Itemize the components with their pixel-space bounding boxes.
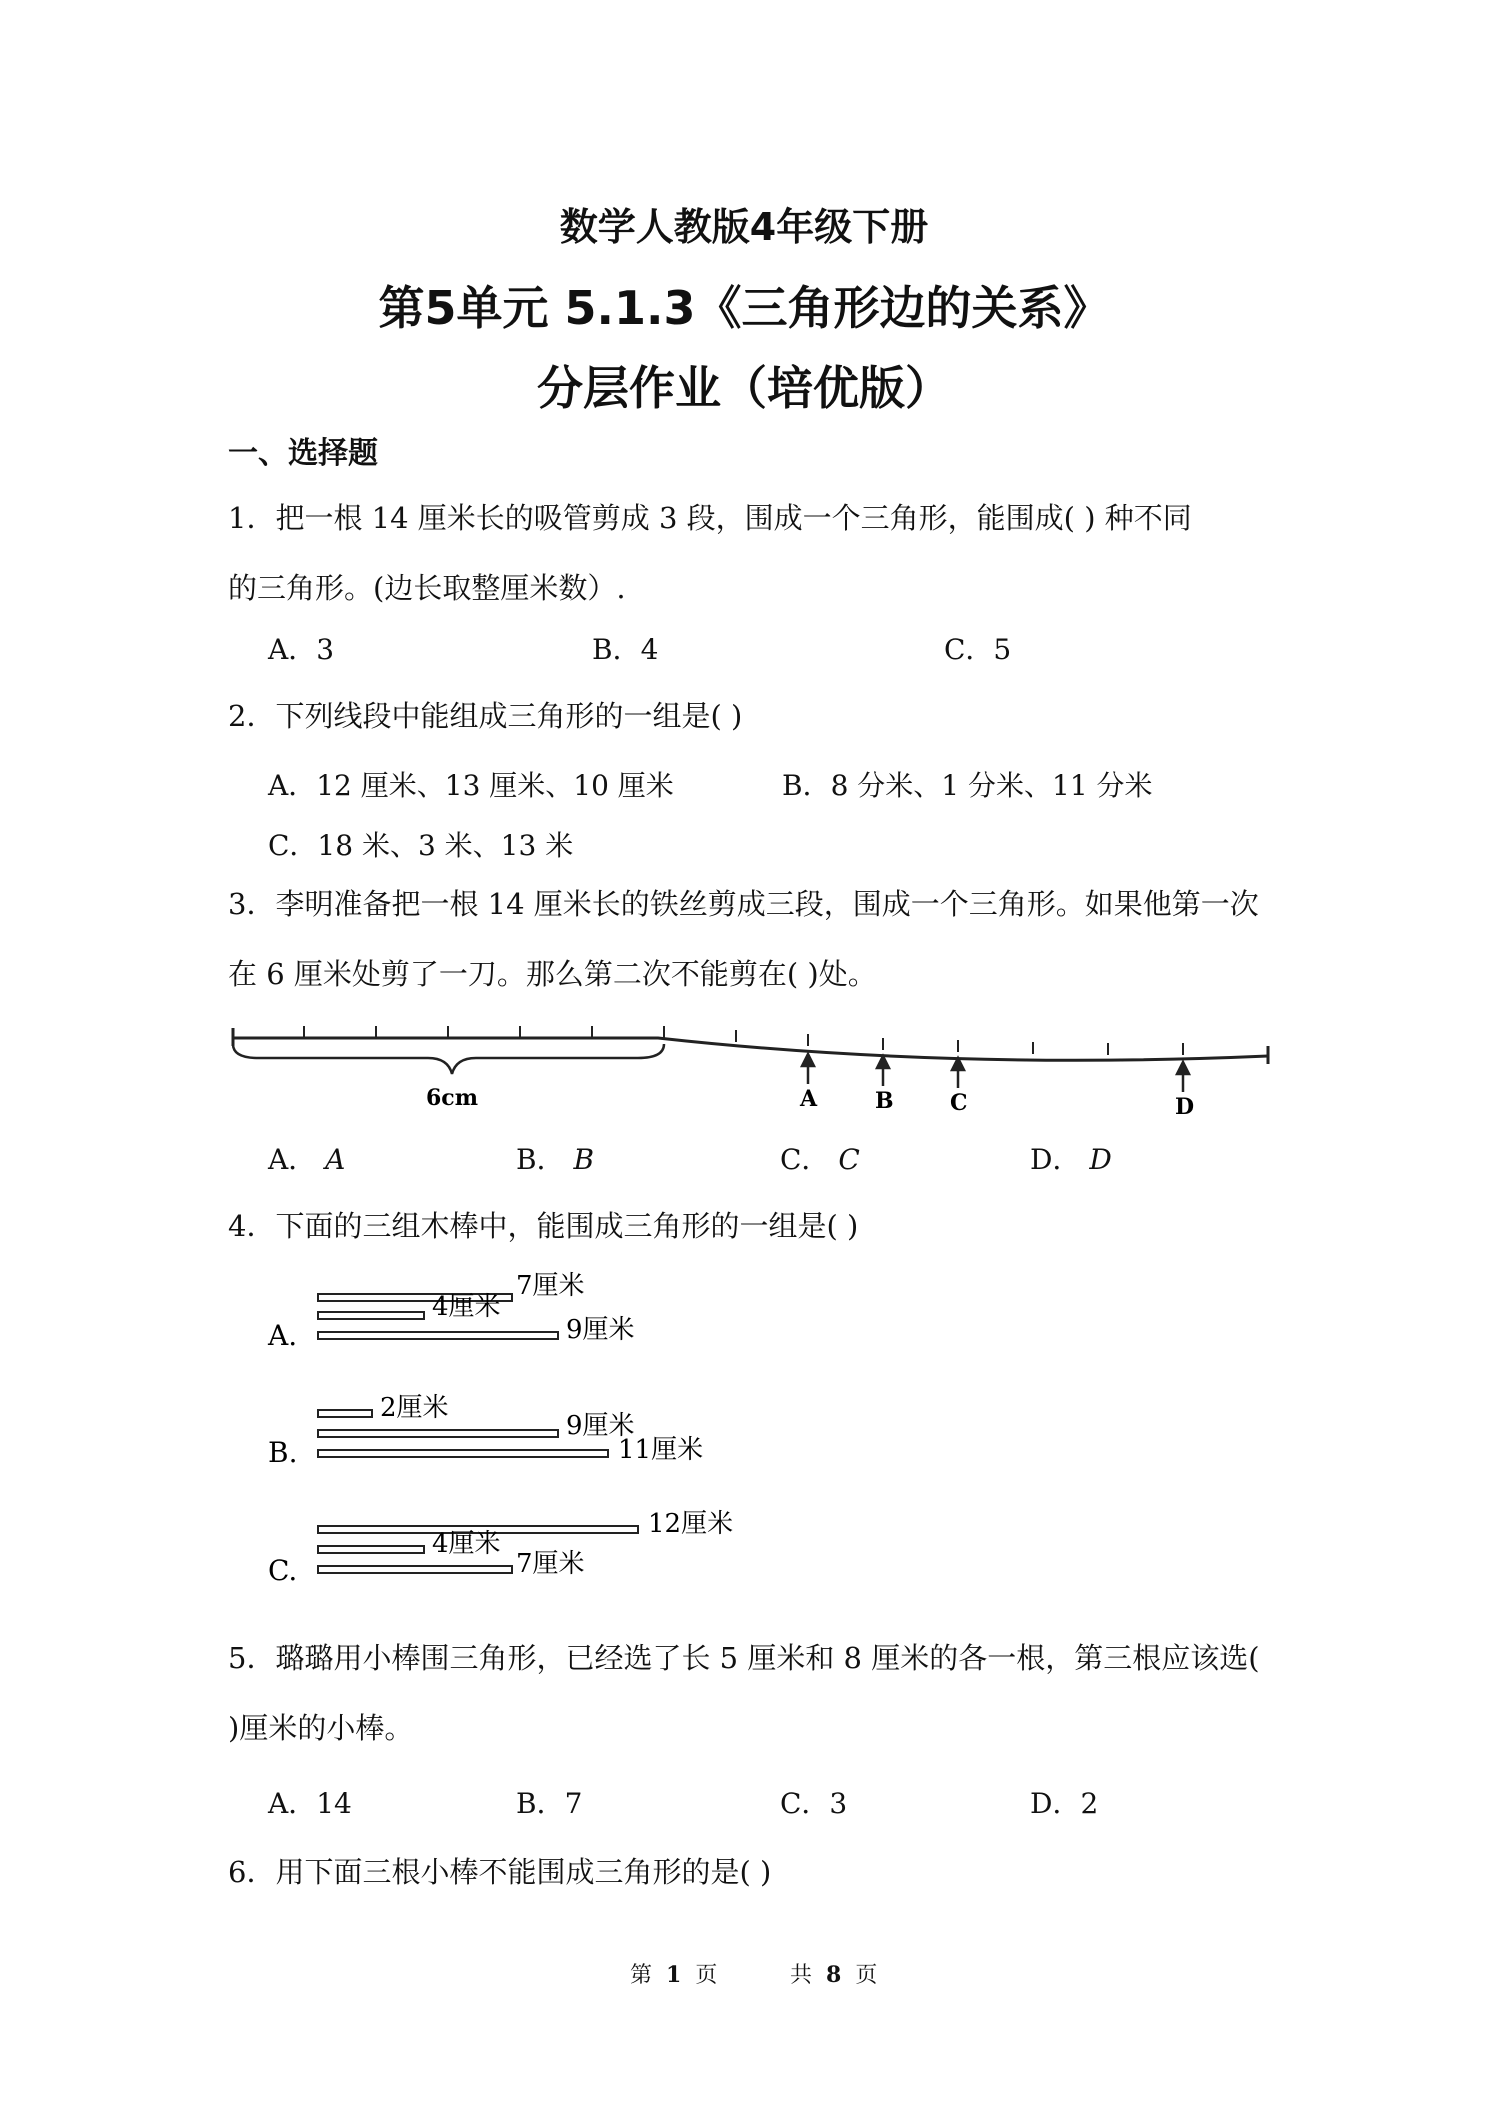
mark-a: A [800,1086,818,1112]
wire-ruler-figure [228,1008,1278,1128]
mark-d: D [1175,1094,1195,1120]
q5-option-c[interactable]: C．3 [780,1787,848,1820]
stick-b-2 [318,1410,372,1417]
question-1-line-1: 1．把一根 14 厘米长的吸管剪成 3 段，围成一个三角形，能围成( ) 种不同 [228,501,1192,535]
stick-c-12-label: 12厘米 [648,1509,734,1539]
stick-b-11-label: 11厘米 [618,1435,704,1465]
q5-option-d[interactable]: D．2 [1030,1787,1099,1820]
sticks-figure [260,1270,780,1600]
page-total: 共 8 页 [790,1962,878,1988]
question-1-line-2: 的三角形。(边长取整厘米数）. [228,571,626,605]
question-3-line-2: 在 6 厘米处剪了一刀。那么第二次不能剪在( )处。 [228,957,877,991]
q1-option-c[interactable]: C．5 [944,633,1012,666]
section-title: 一、选择题 [228,436,378,471]
q1-option-a[interactable]: A．3 [268,633,335,666]
q5-option-b[interactable]: B．7 [516,1787,583,1820]
question-4-line-1: 4．下面的三组木棒中，能围成三角形的一组是( ) [228,1209,859,1243]
q1-option-b[interactable]: B．4 [592,633,659,666]
q3-option-d[interactable]: D． D [1030,1143,1112,1176]
question-6-line-1: 6．用下面三根小棒不能围成三角形的是( ) [228,1855,772,1889]
stick-a-4 [318,1312,424,1319]
q2-option-c[interactable]: C．18 米、3 米、13 米 [268,829,574,862]
q3-option-c[interactable]: C． C [780,1143,860,1176]
stick-a-4-label: 4厘米 [432,1292,501,1322]
stick-b-9-label: 9厘米 [566,1411,635,1441]
stick-a-9 [318,1332,558,1339]
stick-a-9-label: 9厘米 [566,1315,635,1345]
q2-option-b[interactable]: B．8 分米、1 分米、11 分米 [782,769,1153,802]
group-a[interactable] [267,1271,635,1352]
question-3-line-1: 3．李明准备把一根 14 厘米长的铁丝剪成三段，围成一个三角形。如果他第一次 [228,887,1259,921]
group-b-label: B. [268,1436,298,1469]
q3-option-a[interactable]: A． A [268,1143,346,1176]
question-2-line-1: 2．下列线段中能组成三角形的一组是( ) [228,699,743,733]
brace-label: 6cm [426,1085,478,1111]
q2-option-a[interactable]: A．12 厘米、13 厘米、10 厘米 [268,769,674,802]
q5-option-a[interactable]: A．14 [268,1787,352,1820]
question-5-line-1: 5．璐璐用小棒围三角形，已经选了长 5 厘米和 8 厘米的各一根，第三根应该选( [228,1641,1260,1675]
header-subtitle: 分层作业（培优版） [537,361,951,415]
group-c-label: C. [268,1554,298,1587]
group-c[interactable] [268,1509,733,1587]
stick-b-2-label: 2厘米 [380,1393,449,1423]
stick-c-4 [318,1546,424,1553]
ruler-ticks [304,1026,1183,1055]
group-a-label: A. [268,1319,298,1352]
page-number: 第 1 页 [630,1962,718,1988]
group-b[interactable] [268,1393,703,1469]
stick-b-11 [318,1450,608,1457]
stick-c-7 [318,1566,512,1573]
stick-c-7-label: 7厘米 [516,1549,585,1579]
stick-a-7-label: 7厘米 [516,1271,585,1301]
stick-b-9 [318,1430,558,1437]
brace-6cm [233,1044,664,1074]
q3-option-b[interactable]: B． B [516,1143,595,1176]
mark-c: C [950,1090,968,1116]
mark-b: B [875,1088,894,1114]
header-unit: 第5单元 5.1.3《三角形边的关系》 [378,281,1110,335]
header-grade: 数学人教版4年级下册 [559,205,929,249]
question-5-line-2: )厘米的小棒。 [228,1711,414,1745]
stick-c-4-label: 4厘米 [432,1529,501,1559]
